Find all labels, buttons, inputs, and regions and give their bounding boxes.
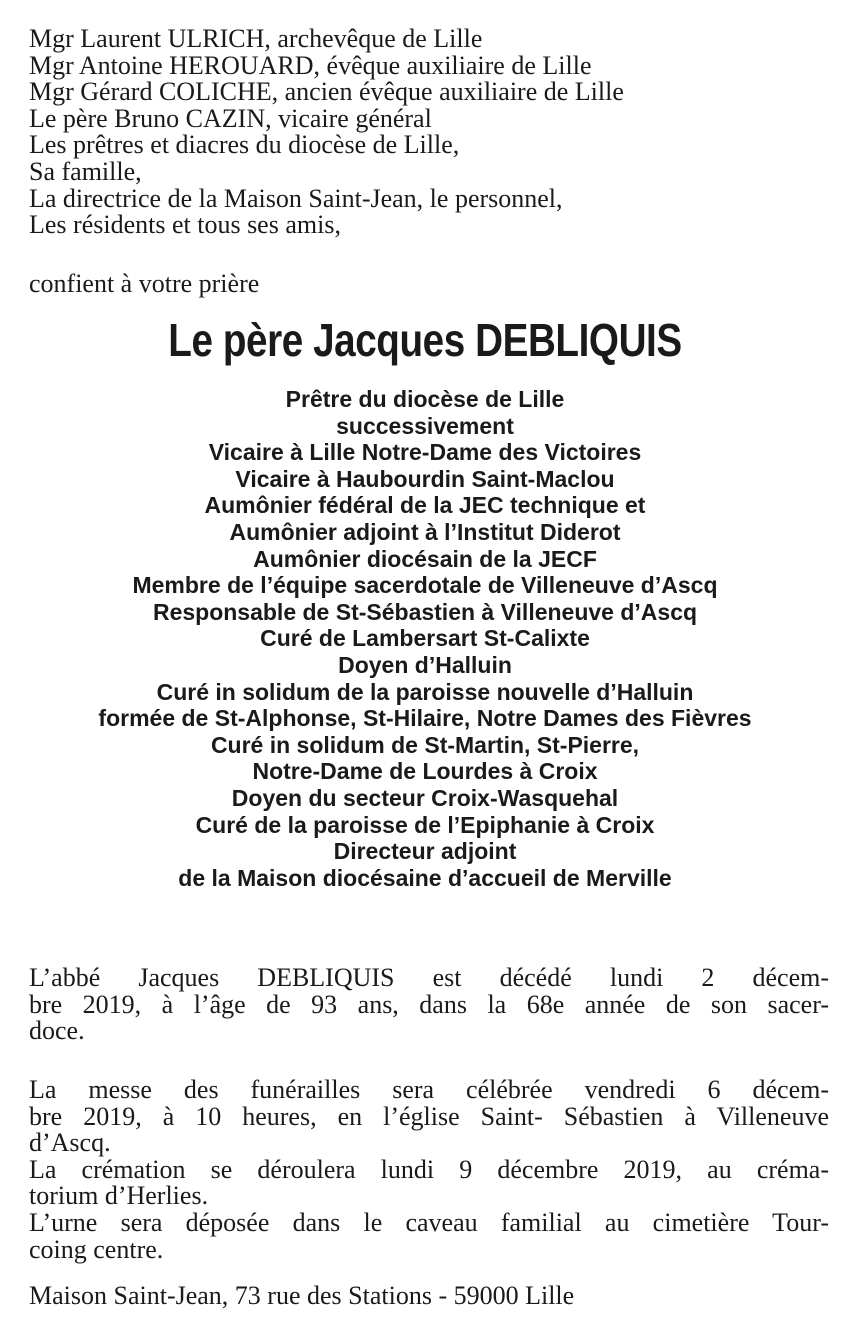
role-line: Curé in solidum de St-Martin, St-Pierre, — [210, 731, 640, 758]
role-line: Directeur adjoint — [333, 838, 517, 865]
signers-list — [29, 26, 829, 239]
paragraph-line: La messe des funérailles sera célébrée vendredi 6 décem- — [29, 1075, 829, 1104]
signer-line: Mgr Antoine HEROUARD, évêque auxiliaire de Lille — [29, 50, 592, 80]
role-line: Doyen d’Halluin — [338, 651, 512, 678]
signer-line: Mgr Laurent ULRICH, archevêque de Lille — [29, 24, 483, 53]
role-line: de la Maison diocésaine d’accueil de Merville — [178, 864, 672, 891]
role-line: Vicaire à Lille Notre-Dame des Victoires — [208, 439, 642, 466]
role-line: Aumônier diocésain de la JECF — [253, 545, 597, 572]
role-line: Vicaire à Haubourdin Saint-Maclou — [235, 465, 615, 492]
signer-line: Le père Bruno CAZIN, vicaire général — [29, 103, 432, 133]
role-line: Curé in solidum de la paroisse nouvelle d’Halluin — [156, 678, 694, 705]
paragraph-line: L’abbé Jacques DEBLIQUIS est décédé lundi 2 décem- — [29, 963, 829, 992]
role-line: Curé de la paroisse de l’Epiphanie à Croix — [195, 811, 655, 838]
paragraph-line: d’Ascq. — [29, 1128, 111, 1158]
paragraph-line: doce. — [29, 1016, 85, 1046]
signer-line: Les prêtres et diacres du diocèse de Lille, — [29, 130, 460, 160]
roles-list — [0, 386, 850, 891]
signer-line: Mgr Gérard COLICHE, ancien évêque auxiliaire de Lille — [29, 77, 624, 107]
role-line: formée de St-Alphonse, St-Hilaire, Notre Dames des Fièvres — [98, 705, 752, 732]
paragraph-line: coing centre. — [29, 1234, 164, 1264]
role-line: Notre-Dame de Lourdes à Croix — [252, 758, 598, 785]
role-line: Prêtre du diocèse de Lille — [285, 386, 565, 412]
address-line: Maison Saint-Jean, 73 rue des Stations - 59000 Lille — [29, 1281, 575, 1310]
funeral-paragraph — [29, 1077, 829, 1263]
role-line: Responsable de St-Sébastien à Villeneuve d’Ascq — [152, 598, 698, 625]
paragraph-line: bre 2019, à 10 heures, en l’église Saint- Sébastien à Villeneuve — [29, 1101, 829, 1131]
paragraph-line: La crémation se déroulera lundi 9 décembre 2019, au créma- — [29, 1154, 829, 1184]
role-line: Aumônier fédéral de la JEC technique et — [204, 492, 646, 519]
signer-line: Sa famille, — [29, 156, 142, 186]
paragraph-line: torium d’Herlies. — [29, 1181, 209, 1211]
signer-line: La directrice de la Maison Saint-Jean, le personnel, — [29, 183, 563, 213]
death-notice-paragraph — [29, 965, 829, 1045]
role-line: Curé de Lambersart St-Calixte — [260, 625, 590, 652]
role-line: Aumônier adjoint à l’Institut Diderot — [229, 518, 621, 545]
paragraph-line: bre 2019, à l’âge de 93 ans, dans la 68e année de son sacer- — [29, 989, 829, 1019]
intro-text: confient à votre prière — [29, 269, 260, 298]
role-line: successivement — [336, 412, 514, 439]
role-line: Membre de l’équipe sacerdotale de Villeneuve d’Ascq — [132, 572, 718, 599]
deceased-name: Le père Jacques DEBLIQUIS — [168, 314, 682, 366]
role-line: Doyen du secteur Croix-Wasquehal — [231, 784, 619, 811]
paragraph-line: L’urne sera déposée dans le caveau familial au cimetière Tour- — [29, 1207, 829, 1237]
signer-line: Les résidents et tous ses amis, — [29, 210, 341, 240]
